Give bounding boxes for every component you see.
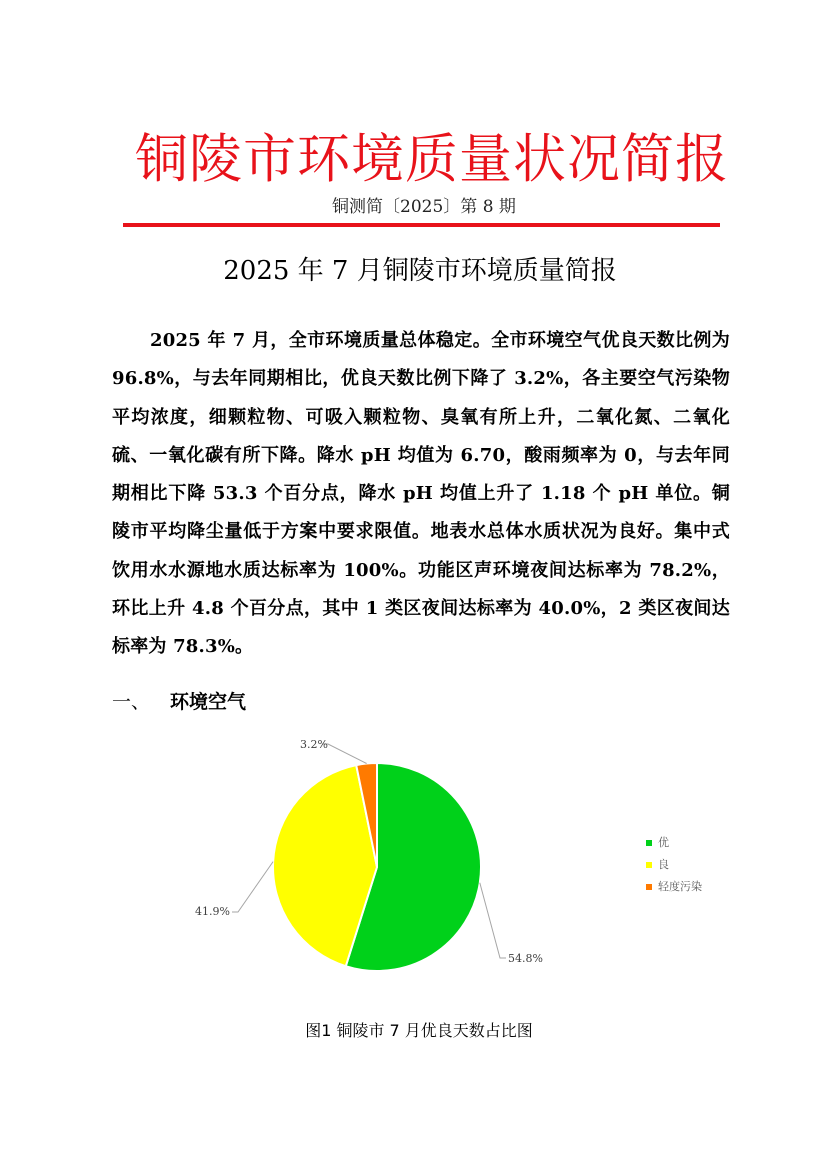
pie-leader-line-2 [232, 862, 273, 912]
section-number: 一、 [112, 691, 151, 713]
issue-number: 铜测简〔2025〕第 8 期 [332, 197, 516, 217]
section-heading-air [112, 688, 246, 716]
header-red-rule [123, 223, 720, 227]
pie-data-label-2: 41.9% [195, 905, 230, 918]
pie-leader-line-3 [322, 744, 367, 764]
legend-label-3: 轻度污染 [658, 880, 702, 893]
pie-leader-line-1 [480, 883, 506, 958]
report-title: 2025 年 7 月铜陵市环境质量简报 [223, 256, 617, 286]
figure-caption: 图1 铜陵市 7 月优良天数占比图 [305, 1021, 533, 1040]
pie-chart [150, 725, 750, 1015]
summary-paragraph: 2025 年 7 月，全市环境质量总体稳定。全市环境空气优良天数比例为 96.8%，与去年同期相比，优良天数比例下降了 3.2%，各主要空气污染物平均浓度，细颗粒物、可吸入颗粒物、臭氧有所上升，二氧化氮、二氧化硫、一氧化碳有所下降。降水 pH 均值为 6.70，酸雨频率为 0，与去年同期相比下降 53.3 个百分点，降水 pH 均值上升了 1.18 个 pH 单位。铜陵市平均降尘量低于方案中要求限值。地表水总体水质状况为良好。集中式饮用水水源地水质达标率为 100%。功能区声环境夜间达标率为 78.2%，环比上升 4.8 个百分点，其中 1 类区夜间达标率为 40.0%，2 类区夜间达标率为 78.3%。 [112, 330, 730, 658]
legend-swatch-1 [646, 840, 652, 846]
pie-data-label-3: 3.2% [300, 738, 328, 751]
legend-label-1: 优 [658, 836, 669, 849]
pie-legend [646, 835, 702, 893]
legend-swatch-2 [646, 862, 652, 868]
pie-data-label-1: 54.8% [508, 952, 543, 965]
masthead-title: 铜陵市环境质量状况简报 [135, 129, 729, 190]
pie-slices [273, 763, 481, 971]
legend-label-2: 良 [658, 858, 669, 871]
legend-swatch-3 [646, 884, 652, 890]
section-title: 环境空气 [170, 691, 247, 713]
